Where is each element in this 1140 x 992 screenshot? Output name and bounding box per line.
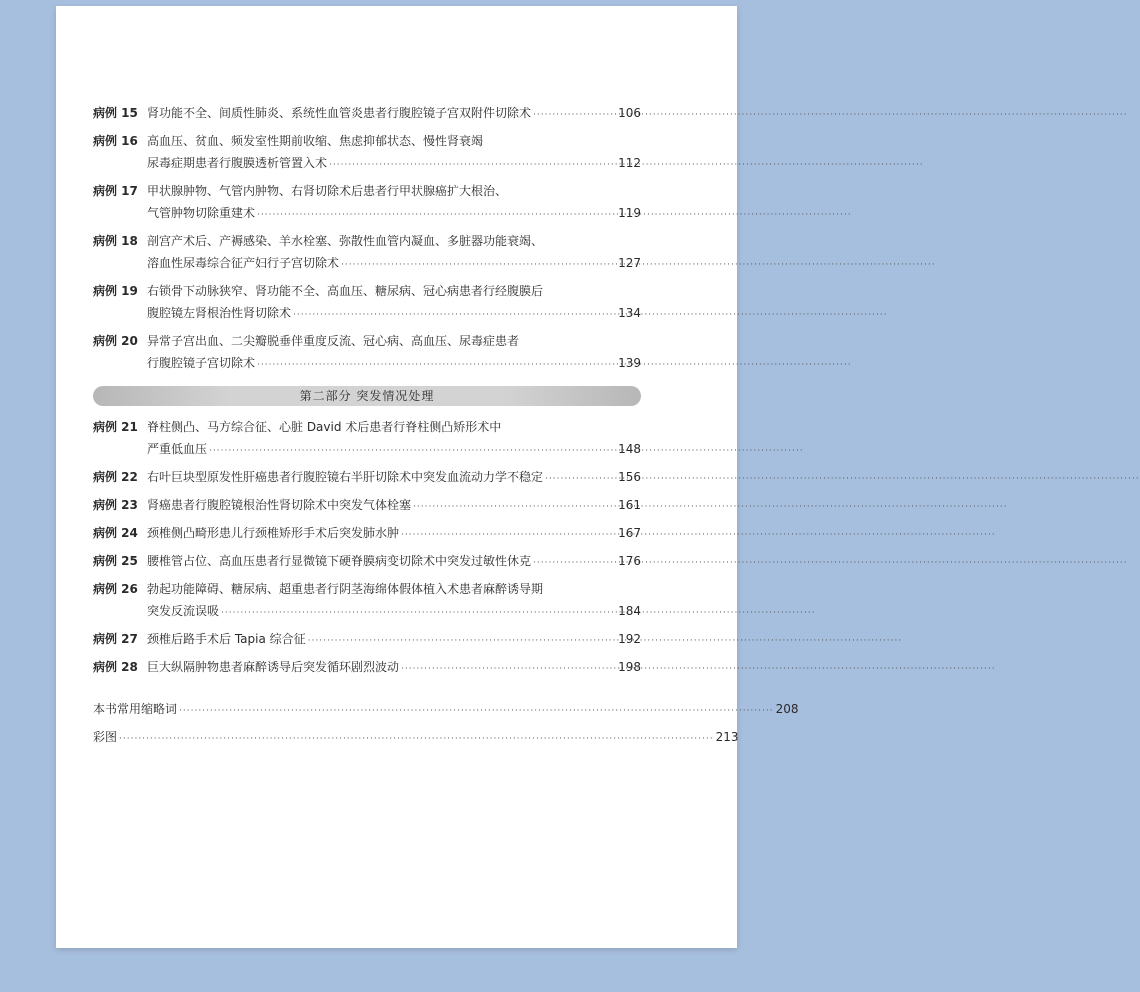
case-title-line: 勃起功能障碍、糖尿病、超重患者行阴茎海绵体假体植入术患者麻醉诱导期 — [147, 582, 544, 596]
leader-dots — [257, 354, 616, 376]
case-number: 病例 23 — [93, 498, 138, 512]
case-title — [147, 522, 641, 546]
toc-appendix — [93, 698, 799, 750]
toc-part-1 — [93, 102, 641, 376]
case-number: 病例 17 — [93, 184, 138, 198]
case-number: 病例 28 — [93, 660, 138, 674]
case-number: 病例 20 — [93, 334, 138, 348]
page-number: 198 — [618, 660, 641, 674]
case-number: 病例 26 — [93, 582, 138, 596]
case-title-line: 巨大纵隔肿物患者麻醉诱导后突发循环剧烈波动 — [147, 660, 400, 674]
page-number: 148 — [618, 442, 641, 456]
toc-entry[interactable] — [93, 102, 641, 126]
page-number: 184 — [618, 604, 641, 618]
case-number: 病例 27 — [93, 632, 138, 646]
case-title-line: 异常子宫出血、二尖瓣脱垂伴重度反流、冠心病、高血压、尿毒症患者 — [147, 334, 520, 348]
toc-part-2 — [93, 416, 641, 680]
toc-entry[interactable] — [93, 230, 641, 276]
case-number: 病例 21 — [93, 420, 138, 434]
toc-entry[interactable] — [93, 416, 641, 462]
case-title — [147, 130, 641, 176]
leader-dots — [221, 602, 616, 624]
case-title — [147, 656, 641, 680]
leader-dots — [329, 154, 616, 176]
toc-entry[interactable] — [93, 130, 641, 176]
case-number: 病例 24 — [93, 526, 138, 540]
leader-dots — [209, 440, 616, 462]
case-number: 病例 25 — [93, 554, 138, 568]
leader-dots — [533, 104, 616, 126]
page-number: 112 — [618, 156, 641, 170]
case-title — [147, 102, 641, 126]
leader-dots — [545, 468, 616, 490]
page-number: 213 — [715, 730, 739, 744]
case-title-line: 右锁骨下动脉狭窄、肾功能不全、高血压、糖尿病、冠心病患者行经腹膜后 — [147, 284, 544, 298]
leader-dots — [257, 204, 616, 226]
case-title-line: 剖宫产术后、产褥感染、羊水栓塞、弥散性血管内凝血、多脏器功能衰竭、 — [147, 234, 544, 248]
page-number: 208 — [775, 702, 799, 716]
toc-entry[interactable] — [93, 656, 641, 680]
toc-entry[interactable] — [93, 550, 641, 574]
case-title — [147, 578, 641, 624]
toc-entry-appendix[interactable] — [93, 698, 799, 722]
case-title — [147, 180, 641, 226]
page-number: 156 — [618, 470, 641, 484]
case-number: 病例 19 — [93, 284, 138, 298]
case-title-line: 右叶巨块型原发性肝癌患者行腹腔镜右半肝切除术中突发血流动力学不稳定 — [147, 470, 544, 484]
page-number: 176 — [618, 554, 641, 568]
case-title-line: 颈椎侧凸畸形患儿行颈椎矫形手术后突发肺水肿 — [147, 526, 400, 540]
appendix-title: 彩图 — [93, 730, 118, 744]
page-number: 161 — [618, 498, 641, 512]
toc-entry[interactable] — [93, 180, 641, 226]
case-title-line: 颈椎后路手术后 Tapia 综合征 — [147, 632, 306, 646]
leader-dots — [119, 728, 714, 750]
case-title — [147, 330, 641, 376]
leader-dots — [401, 524, 616, 546]
toc-entry[interactable] — [93, 466, 641, 490]
toc-entry[interactable] — [93, 628, 641, 652]
case-title-line: 突发反流误吸 — [147, 604, 220, 618]
leader-dots — [341, 254, 616, 276]
case-title — [147, 494, 641, 518]
page-number: 127 — [618, 256, 641, 270]
appendix-title: 本书常用缩略词 — [93, 702, 178, 716]
case-title — [147, 416, 641, 462]
toc-entry[interactable] — [93, 280, 641, 326]
case-title-line: 甲状腺肿物、气管内肿物、右肾切除术后患者行甲状腺癌扩大根治、 — [147, 184, 508, 198]
leader-dots — [308, 630, 616, 652]
case-title-line: 气管肿物切除重建术 — [147, 206, 256, 220]
leader-dots — [179, 700, 774, 722]
page-number: 139 — [618, 356, 641, 370]
case-number: 病例 16 — [93, 134, 138, 148]
case-number: 病例 22 — [93, 470, 138, 484]
leader-dots — [533, 552, 616, 574]
case-title-line: 肾癌患者行腹腔镜根治性肾切除术中突发气体栓塞 — [147, 498, 412, 512]
case-number: 病例 18 — [93, 234, 138, 248]
case-title — [147, 230, 641, 276]
leader-dots — [401, 658, 616, 680]
case-title-line: 溶血性尿毒综合征产妇行子宫切除术 — [147, 256, 340, 270]
toc-entry-appendix[interactable] — [93, 726, 739, 750]
leader-dots — [293, 304, 616, 326]
case-title-line: 腹腔镜左肾根治性肾切除术 — [147, 306, 292, 320]
page-number: 134 — [618, 306, 641, 320]
case-title-line: 高血压、贫血、频发室性期前收缩、焦虑抑郁状态、慢性肾衰竭 — [147, 134, 484, 148]
case-title-line: 腰椎管占位、高血压患者行显微镜下硬脊膜病变切除术中突发过敏性休克 — [147, 554, 532, 568]
page-number: 106 — [618, 106, 641, 120]
page-number: 119 — [618, 206, 641, 220]
leader-dots — [413, 496, 616, 518]
toc-entry[interactable] — [93, 522, 641, 546]
toc-entry[interactable] — [93, 494, 641, 518]
table-of-contents — [93, 102, 799, 754]
section-header: 第二部分 突发情况处理 — [93, 386, 641, 406]
page-number: 167 — [618, 526, 641, 540]
page-number: 192 — [618, 632, 641, 646]
case-title-line: 严重低血压 — [147, 442, 208, 456]
case-title — [147, 280, 641, 326]
case-title-line: 脊柱侧凸、马方综合征、心脏 David 术后患者行脊柱侧凸矫形术中 — [147, 420, 502, 434]
case-title — [147, 628, 641, 652]
case-title-line: 肾功能不全、间质性肺炎、系统性血管炎患者行腹腔镜子宫双附件切除术 — [147, 106, 532, 120]
case-title-line: 尿毒症期患者行腹膜透析管置入术 — [147, 156, 328, 170]
case-title — [147, 550, 641, 574]
toc-entry[interactable] — [93, 330, 641, 376]
case-title-line: 行腹腔镜子宫切除术 — [147, 356, 256, 370]
case-number: 病例 15 — [93, 106, 138, 120]
toc-entry[interactable] — [93, 578, 641, 624]
case-title — [147, 466, 641, 490]
